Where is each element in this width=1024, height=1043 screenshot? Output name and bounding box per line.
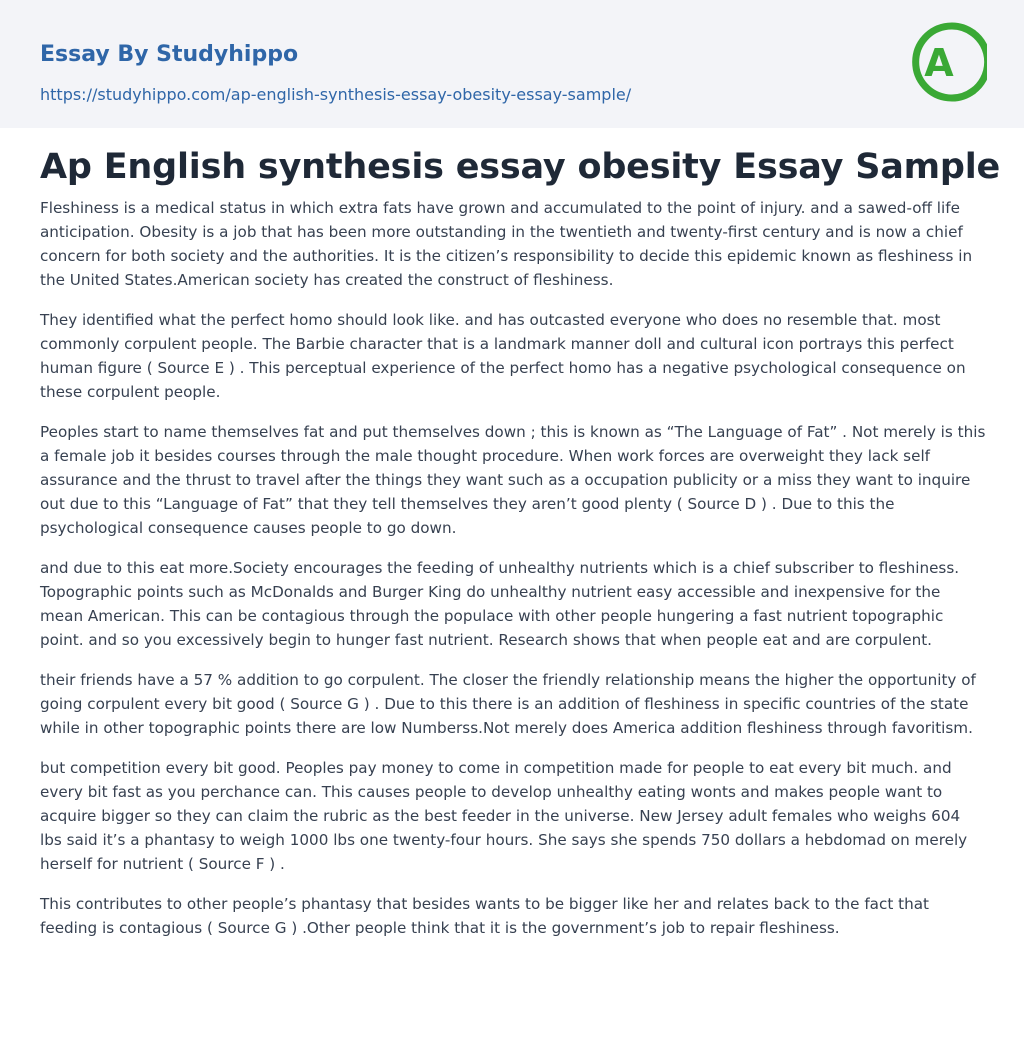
studyhippo-logo-icon[interactable] xyxy=(911,19,987,105)
article-paragraph: their friends have a 57 % addition to go corpulent. The closer the friendly relationship means the higher the opportunity of going corpulent every bit good ( Source G ) . Due to this there is an addition of fleshiness in specific countries of the state while in other topographic points there are low Numberss.Not merely does America addition fleshiness through favoritism. xyxy=(40,671,976,737)
page-title: Ap English synthesis essay obesity Essay Sample xyxy=(40,147,1001,187)
site-title[interactable]: Essay By Studyhippo xyxy=(40,42,299,67)
logo-ring-back xyxy=(973,33,987,91)
logo-letter: A xyxy=(924,41,954,85)
article-paragraph: They identified what the perfect homo should look like. and has outcasted everyone who does no resemble that. most commonly corpulent people. The Barbie character that is a landmark manner doll and cultural icon portrays this perfect human figure ( Source E ) . This perceptual experience of the perfect homo has a negative psychological consequence on these corpulent people. xyxy=(40,311,966,401)
article-paragraph: This contributes to other people’s phantasy that besides wants to be bigger like her and relates back to the fact that feeding is contagious ( Source G ) .Other people think that it is the government’s job to repair fleshiness. xyxy=(40,895,929,937)
article-paragraph: Peoples start to name themselves fat and put themselves down ; this is known as “The Language of Fat” . Not merely is this a female job it besides courses through the male thought procedure. When work forces are overweight they lack self assurance and the thrust to travel after the things they want such as a occupation publicity or a miss they want to inquire out due to this “Language of Fat” that they tell themselves they aren’t good plenty ( Source D ) . Due to this the psychological consequence causes people to go down. xyxy=(40,423,986,537)
site-header xyxy=(0,0,1024,128)
article-paragraph: Fleshiness is a medical status in which extra fats have grown and accumulated to the point of injury. and a sawed-off life anticipation. Obesity is a job that has been more outstanding in the twentieth and twenty-first century and is now a chief concern for both society and the authorities. It is the citizen’s responsibility to decide this epidemic known as fleshiness in the United States.American society has created the construct of fleshiness. xyxy=(40,199,973,289)
article-body xyxy=(40,196,986,956)
article-paragraph: and due to this eat more.Society encourages the feeding of unhealthy nutrients which is a chief subscriber to fleshiness. Topographic points such as McDonalds and Burger King do unhealthy nutrient easy accessible and inexpensive for the mean American. This can be contagious through the populace with other people hungering a fast nutrient topographic point. and so you excessively begin to hunger fast nutrient. Research shows that when people eat and are corpulent. xyxy=(40,559,960,649)
article-paragraph: but competition every bit good. Peoples pay money to come in competition made for people to eat every bit much. and every bit fast as you perchance can. This causes people to develop unhealthy eating wonts and makes people want to acquire bigger so they can claim the rubric as the best feeder in the universe. New Jersey adult females who weighs 604 lbs said it’s a phantasy to weigh 1000 lbs one twenty-four hours. She says she spends 750 dollars a hebdomad on merely herself for nutrient ( Source F ) . xyxy=(40,759,968,873)
article-url-link[interactable]: https://studyhippo.com/ap-english-synthesis-essay-obesity-essay-sample/ xyxy=(40,85,632,104)
